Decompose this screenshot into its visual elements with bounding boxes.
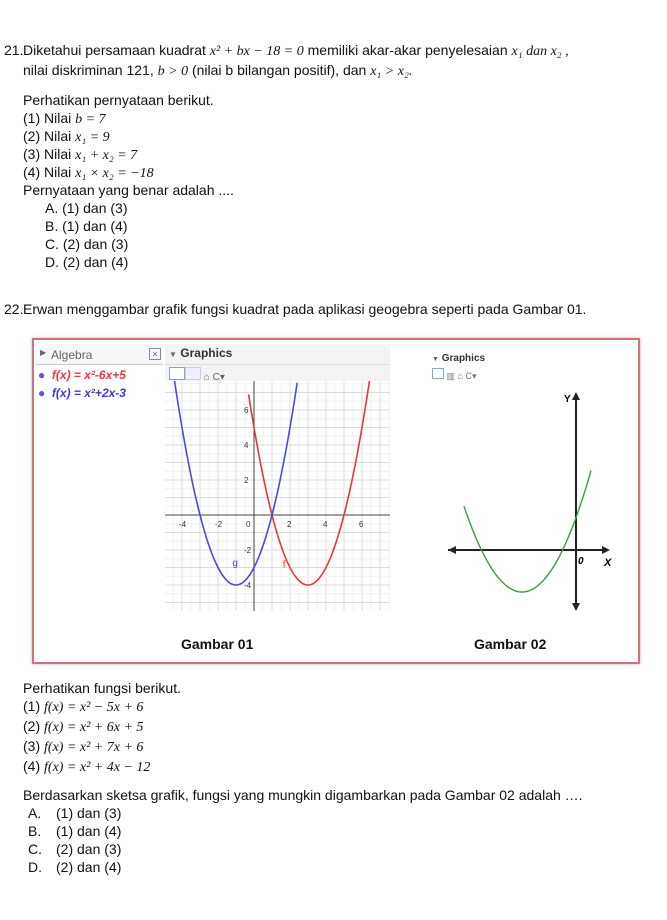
statement: (4) Nilai x₁ × x₂ = −18 [23, 164, 154, 181]
grid-toggle-icon[interactable] [185, 367, 201, 380]
function-item: (4) f(x) = x² + 4x − 12 [23, 758, 151, 775]
home-icon[interactable]: ⌂ [203, 372, 210, 383]
option-c: C. (2) dan (3) [45, 236, 129, 252]
curve-label-g: g [232, 557, 238, 569]
view-toggle-icon[interactable] [169, 367, 185, 380]
x-tick-label: 4 [323, 520, 328, 529]
q21-number: 21. [4, 42, 24, 58]
q21-equation: x² + bx − 18 = 0 [209, 44, 304, 59]
statement: (3) Nilai x₁ + x₂ = 7 [23, 146, 138, 163]
option-b: B. (1) dan (4) [45, 218, 128, 234]
option-d: D. (2) dan (4) [28, 859, 122, 875]
q21-roots: x₁ dan x₂ , [511, 44, 569, 59]
option-a: A. (1) dan (3) [28, 805, 122, 821]
origin-label: 0 [578, 556, 584, 567]
option-a: A. (1) dan (3) [45, 200, 128, 216]
graphics-toolbar [165, 365, 390, 381]
dropdown-icon: ▼ [169, 350, 177, 359]
y-tick-label: 2 [244, 476, 249, 485]
q22-intro: Perhatikan fungsi berikut. [23, 680, 181, 696]
y-axis-arrow-down [572, 603, 580, 611]
y-axis-label: Y [564, 394, 571, 405]
graph-gambar-02 [434, 380, 634, 620]
curve-label-f: f [282, 559, 286, 571]
x-axis-arrow-left [448, 546, 456, 554]
q21-line1 [23, 41, 569, 61]
q21-prompt: Pernyataan yang benar adalah .... [23, 182, 234, 198]
q21-intro: Perhatikan pernyataan berikut. [23, 92, 214, 108]
algebra-item-f[interactable]: ● f(x) = x²-6x+5 [38, 368, 126, 382]
algebra-title: Algebra [51, 348, 93, 362]
function-item: (1) f(x) = x² − 5x + 6 [23, 698, 144, 715]
caption-gambar-02: Gambar 02 [474, 636, 547, 652]
function-item: (3) f(x) = x² + 7x + 6 [23, 738, 144, 755]
option-b: B. (1) dan (4) [28, 823, 122, 839]
close-icon[interactable]: × [149, 348, 161, 360]
q21-text: nilai diskriminan 121, [23, 62, 154, 78]
q22-prompt: Berdasarkan sketsa grafik, fungsi yang mungkin digambarkan pada Gambar 02 adalah …. [23, 787, 583, 803]
parabola [464, 471, 591, 592]
q21-line2 [23, 61, 412, 81]
x-tick-label: -2 [215, 520, 223, 529]
statement: (1) Nilai b = 7 [23, 110, 106, 127]
q21-condition: x₁ > x₂. [370, 64, 413, 79]
option-c: C. (2) dan (3) [28, 841, 122, 857]
graph-gambar-01 [165, 381, 390, 611]
figure-frame [32, 338, 640, 664]
q21-text: memiliki akar-akar penyelesaian [307, 42, 508, 58]
y-tick-label: -4 [244, 581, 252, 590]
y-tick-label: 6 [244, 406, 249, 415]
x-tick-label: 6 [359, 520, 364, 529]
y-tick-label: -2 [244, 546, 252, 555]
x-tick-label: -4 [179, 520, 187, 529]
curve-g [166, 381, 297, 585]
graphics-title: Graphics [180, 346, 233, 360]
q22-number: 22. [4, 301, 24, 317]
graphics2-toolbar: ▥ ⌂ C▾ [432, 368, 476, 382]
q21-condition: b > 0 [157, 64, 189, 79]
graphics-header [165, 346, 390, 365]
algebra-item-g[interactable]: ● f(x) = x²+2x-3 [38, 386, 126, 400]
x-tick-label: 2 [287, 520, 292, 529]
statement: (2) Nilai x₁ = 9 [23, 128, 110, 145]
option-d: D. (2) dan (4) [45, 254, 129, 270]
graphics2-header: ▼ Graphics [432, 353, 486, 364]
collapse-triangle-icon[interactable]: ▶ [40, 348, 47, 357]
q21-text: (nilai b bilangan positif), dan [191, 62, 367, 78]
algebra-header [36, 346, 163, 365]
q22-text: Erwan menggambar grafik fungsi kuadrat pada aplikasi geogebra seperti pada Gambar 01. [23, 301, 587, 317]
x-tick-label: 0 [246, 520, 251, 529]
function-item: (2) f(x) = x² + 6x + 5 [23, 718, 144, 735]
x-axis-label: X [604, 557, 612, 569]
y-tick-label: 4 [244, 441, 249, 450]
y-axis-arrow-up [572, 392, 580, 400]
style-dropdown-icon[interactable]: C▾ [212, 372, 225, 383]
x-axis-arrow-right [602, 546, 610, 554]
q21-text: Diketahui persamaan kuadrat [23, 42, 206, 58]
caption-gambar-01: Gambar 01 [181, 636, 254, 652]
